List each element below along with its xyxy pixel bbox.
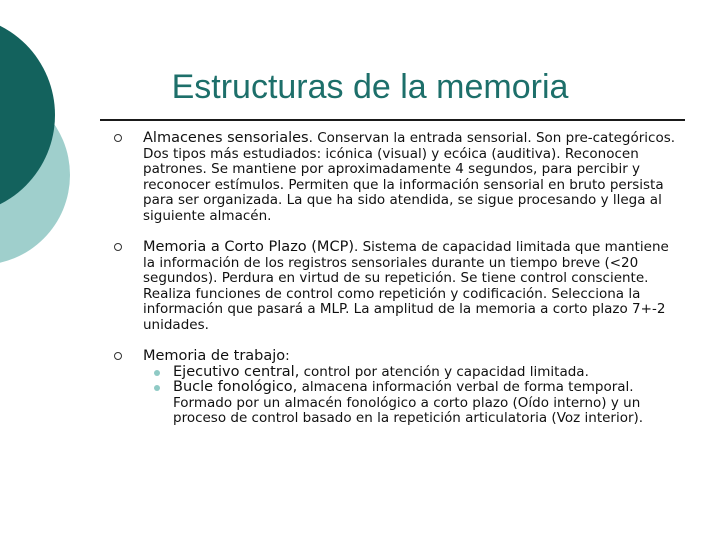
- sub-item-phonological-loop: [143, 380, 685, 427]
- slide-content: [110, 131, 685, 443]
- sub-item-term: Ejecutivo central,: [173, 363, 300, 380]
- bullet-text: :: [285, 348, 290, 364]
- slide-title: Estructuras de la memoria: [171, 68, 569, 106]
- hollow-bullet-icon: [114, 134, 122, 142]
- bullet-item-short-term: [110, 240, 685, 333]
- filled-bullet-icon: [154, 385, 160, 391]
- sub-item-term: Bucle fonológico,: [173, 379, 298, 395]
- bullet-text: . Conservan la entrada sensorial. Son pre-categóricos. Dos tipos más estudiados: icónica (visual) y ecóica (auditiva). Reconocen patrones. Se mantiene por aproximadamente 4 segundos, para percibir y reconocer estímulos. Permiten que la información sensorial en bruto persista para ser organizada. La que ha sido atendida, se sigue procesando y llega al siguiente almacén.: [143, 130, 676, 224]
- filled-bullet-icon: [154, 370, 160, 376]
- hollow-bullet-icon: [114, 352, 122, 360]
- sub-item-text: almacena información verbal de forma temporal. Formado por un almacén fonológico a corto plazo (Oído interno) y un proceso de control basado en la repetición articulatoria (Voz interior).: [173, 379, 644, 426]
- sub-item-central-executive: [143, 365, 685, 381]
- bullet-term: Memoria de trabajo: [143, 348, 286, 364]
- decorative-circles: [0, 0, 120, 300]
- title-divider: [100, 119, 685, 121]
- hollow-bullet-icon: [114, 243, 122, 251]
- bullet-term: Memoria a Corto Plazo (MCP): [143, 239, 354, 255]
- bullet-term: Almacenes sensoriales: [143, 130, 309, 146]
- bullet-item-working-memory: [110, 349, 685, 427]
- bullet-item-sensory: [110, 131, 685, 224]
- bullet-text: . Sistema de capacidad limitada que mantiene la información de los registros sensoriales durante un tiempo breve (<20 segundos). Perdura en virtud de su repetición. Se tiene control consciente. Realiza funciones de control como repetición y codificación. Selecciona la información que pasará a MLP. La amplitud de la memoria a corto plazo 7+-2 unidades.: [143, 239, 669, 333]
- sub-item-text: control por atención y capacidad limitada.: [299, 363, 589, 380]
